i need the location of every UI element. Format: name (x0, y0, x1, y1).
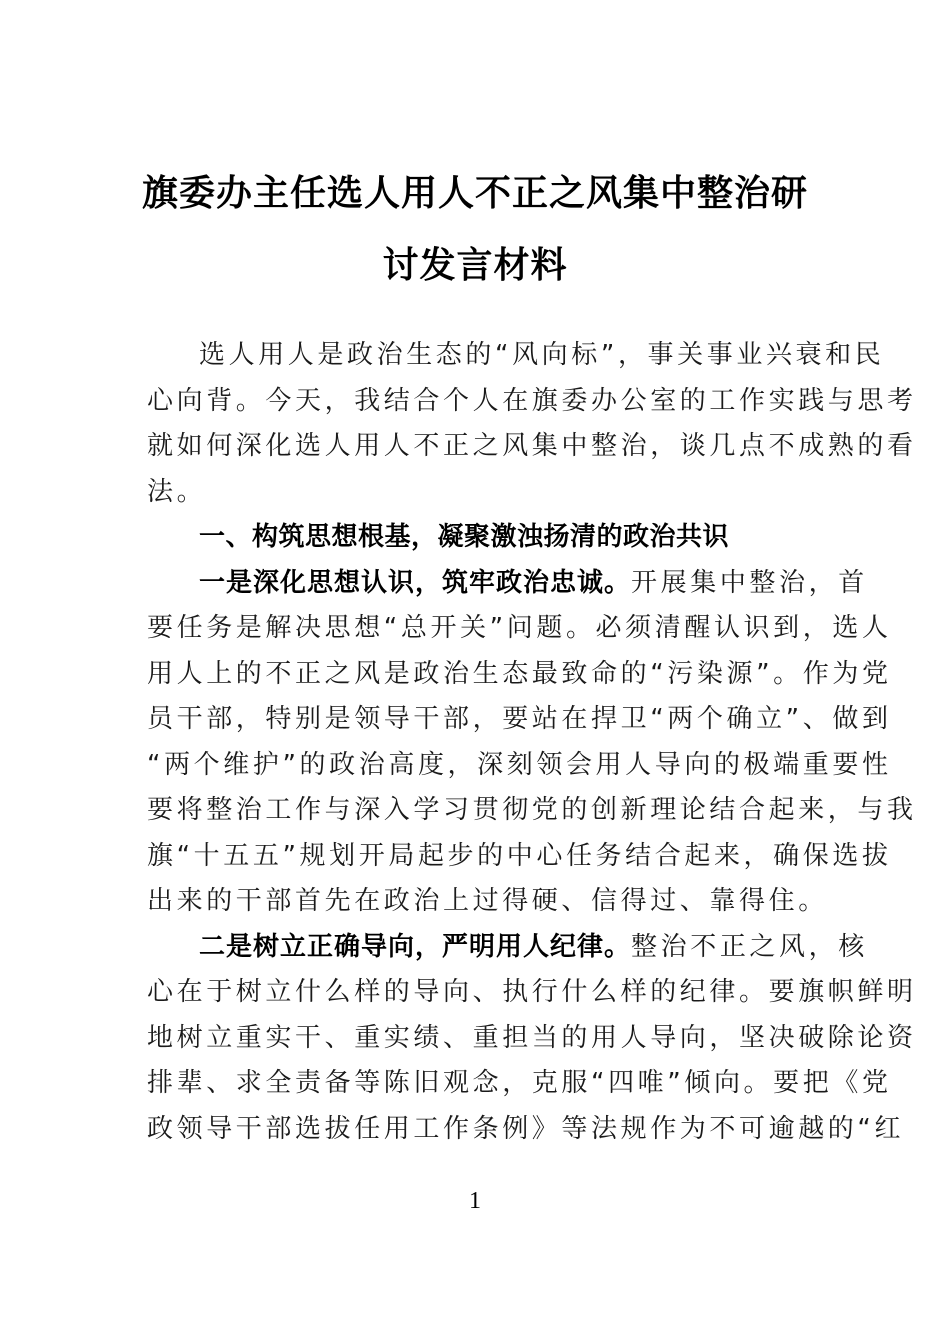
page-number: 1 (469, 1188, 481, 1214)
text-line: 心向背。今天，我结合个人在旗委办公室的工作实践与思考 (147, 385, 917, 416)
text-line: 就如何深化选人用人不正之风集中整治，谈几点不成熟的看 (147, 431, 917, 461)
point-paragraph-1 (147, 561, 917, 925)
document-title-line-1: 旗委办主任选人用人不正之风集中整治研 (141, 172, 808, 214)
document-title-line-2: 讨发言材料 (382, 244, 568, 286)
text-line: 出来的干部首先在政治上过得硬、信得过、靠得住。 (147, 886, 828, 916)
text-line: 排辈、求全责备等陈旧观念，克服“四唯”倾向。要把《党 (147, 1068, 892, 1098)
document-body (147, 333, 917, 1152)
text-line: 政领导干部选拔任用工作条例》等法规作为不可逾越的“红 (147, 1113, 905, 1144)
text-line: 选人用人是政治生态的“风向标”，事关事业兴衰和民 (199, 340, 885, 370)
point-lead-rest: 整治不正之风，核 (631, 931, 868, 962)
text-line: 心在于树立什么样的导向、执行什么样的纪律。要旗帜鲜明 (147, 977, 917, 1007)
intro-paragraph (147, 333, 917, 515)
point-lead-rest: 开展集中整治，首 (631, 567, 868, 598)
text-line: 法。 (147, 476, 207, 507)
text-line (147, 925, 868, 971)
text-line: 旗“十五五”规划开局起步的中心任务结合起来，确保选拔 (147, 840, 892, 871)
text-line (147, 561, 868, 607)
text-line: 员干部，特别是领导干部，要站在捍卫“两个确立”、做到 (147, 704, 892, 734)
point-paragraph-2 (147, 925, 917, 1153)
text-line: 用人上的不正之风是政治生态最致命的“污染源”。作为党 (147, 658, 892, 689)
text-line: 要任务是解决思想“总开关”问题。必须清醒认识到，选人 (147, 613, 892, 643)
text-line: 要将整治工作与深入学习贯彻党的创新理论结合起来，与我 (147, 795, 917, 825)
point-lead: 一是深化思想认识，筑牢政治忠诚。 (199, 567, 632, 598)
section-heading: 一、构筑思想根基，凝聚激浊扬清的政治共识 (199, 522, 730, 552)
text-line: “两个维护”的政治高度，深刻领会用人导向的极端重要性 (147, 749, 892, 780)
text-line: 地树立重实干、重实绩、重担当的用人导向，坚决破除论资 (147, 1022, 917, 1053)
point-lead: 二是树立正确导向，严明用人纪律。 (199, 931, 632, 962)
